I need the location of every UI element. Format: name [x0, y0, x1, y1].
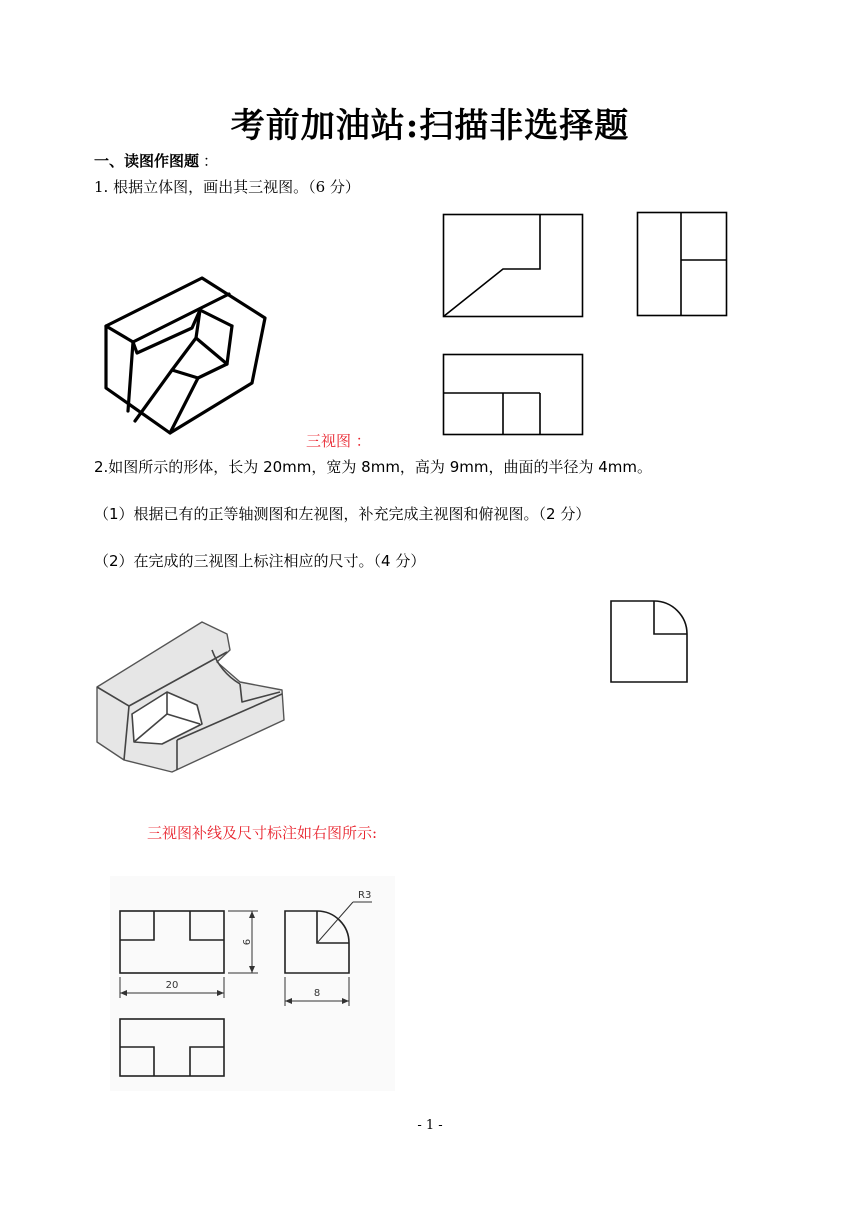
page-number: - 1 -: [417, 1118, 443, 1133]
q1-side-view: [636, 211, 728, 318]
radius-dimension-label: R3: [358, 890, 372, 901]
q1-front-view: [442, 213, 584, 318]
section-heading-text: 一、读图作图题: [94, 152, 200, 170]
length-dimension-label: 20: [165, 980, 179, 991]
q1-answer-label: 三视图 ：: [306, 432, 371, 450]
question-1-text: 1. 根据立体图，画出其三视图。（6 分）: [94, 178, 360, 196]
question-2-sub-2: （2）在完成的三视图上标注相应的尺寸。（4 分）: [94, 552, 426, 570]
q1-top-view: [442, 353, 584, 436]
q2-answer-drawing: [110, 876, 395, 1091]
q2-answer-label: 三视图补线及尺寸标注如右图所示:: [147, 824, 378, 842]
q1-isometric-drawing: [92, 270, 272, 442]
page-title: 考前加油站:扫描非选择题: [230, 106, 630, 146]
height-dimension-label: 9: [240, 938, 251, 946]
q2-given-left-view: [608, 596, 690, 686]
width-dimension-label: 8: [313, 988, 321, 999]
q2-isometric-drawing: [92, 612, 297, 787]
question-2-text: 2.如图所示的形体，长为 20mm，宽为 8mm，高为 9mm，曲面的半径为 4mm。: [94, 458, 652, 476]
section-heading-colon: ：: [203, 152, 219, 170]
section-heading: [94, 150, 218, 171]
question-2-sub-1: （1）根据已有的正等轴测图和左视图，补充完成主视图和俯视图。（2 分）: [94, 505, 591, 523]
